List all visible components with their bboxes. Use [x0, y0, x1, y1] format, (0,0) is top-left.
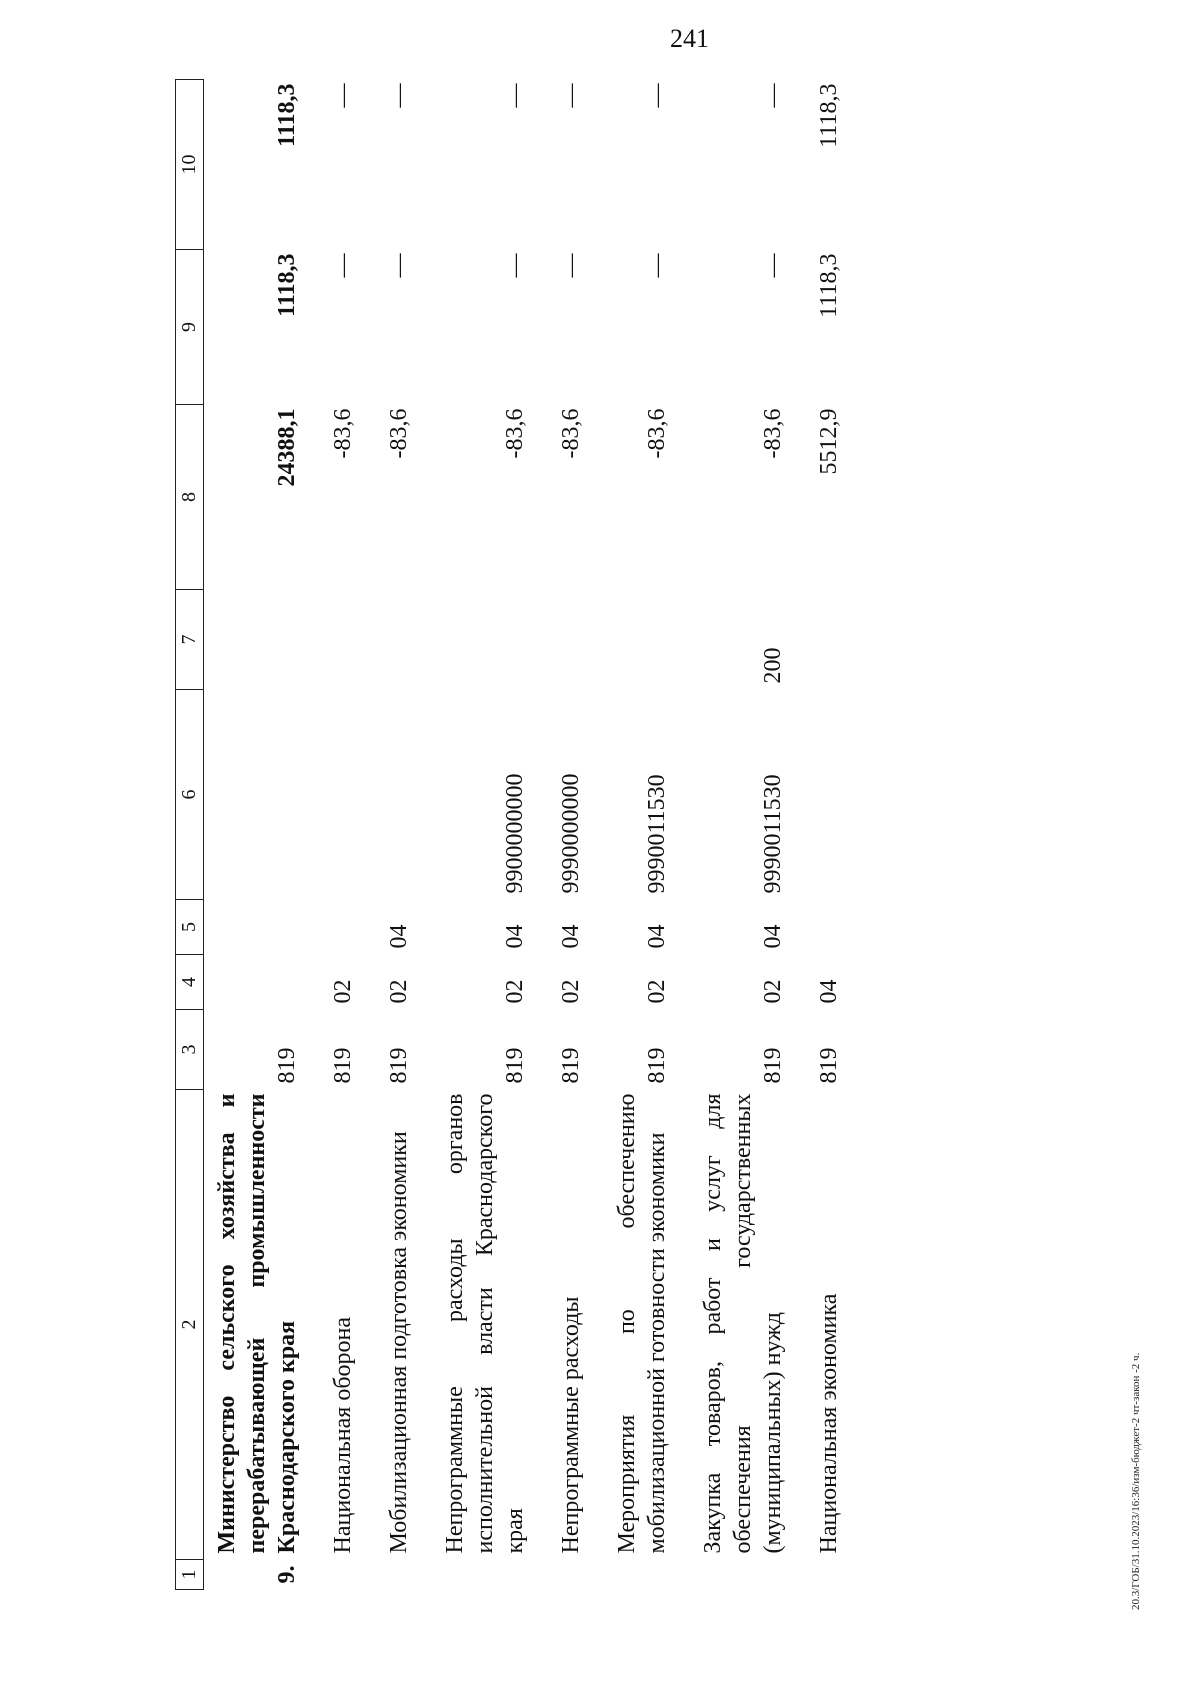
amount-change: -83,6	[760, 408, 786, 459]
table-row	[796, 80, 852, 1590]
amount-change: 24388,1	[274, 408, 300, 487]
column-number: 10	[176, 80, 204, 250]
column-number: 8	[176, 405, 204, 590]
row-name: Мероприятия по обеспечению мобилизационной готовности экономики	[614, 1093, 670, 1554]
row-number	[796, 1560, 852, 1590]
target-article-code: 9990011530	[644, 774, 670, 894]
table-row	[538, 80, 594, 1590]
footer-document-code: 20.3/ГОБ/31.10.2023/16:36/изм-бюджет-2 чт-закон -2 ч.	[1130, 1352, 1142, 1610]
amount-year-3: 1118,3	[274, 83, 300, 147]
rotated-table-container	[175, 80, 1185, 1590]
ministry-code: 819	[558, 1047, 584, 1084]
subsection-code: 04	[644, 924, 670, 949]
expense-type-code	[204, 590, 311, 690]
ministry-code: 819	[502, 1047, 528, 1084]
amount-year-2: —	[330, 253, 356, 278]
target-article-code: 9990011530	[760, 774, 786, 894]
subsection-code	[310, 900, 366, 955]
section-code: 02	[330, 979, 356, 1004]
target-article-code	[796, 690, 852, 900]
ministry-code: 819	[760, 1047, 786, 1084]
target-article-code	[310, 690, 366, 900]
ministry-code: 819	[330, 1047, 356, 1084]
column-number: 1	[176, 1560, 204, 1590]
column-number: 7	[176, 590, 204, 690]
amount-year-2: —	[644, 253, 670, 278]
amount-change: -83,6	[502, 408, 528, 459]
row-number	[680, 1560, 796, 1590]
row-name: Непрограммные расходы органов исполнительной власти Краснодарского края	[442, 1093, 528, 1554]
amount-year-3: —	[558, 83, 584, 108]
amount-change: 5512,9	[816, 408, 842, 475]
section-code: 02	[386, 979, 412, 1004]
target-article-code: 9990000000	[558, 773, 584, 894]
section-code: 02	[644, 979, 670, 1004]
expense-type-code	[310, 590, 366, 690]
column-number: 6	[176, 690, 204, 900]
amount-year-3: —	[760, 83, 786, 108]
section-code	[204, 955, 311, 1010]
expense-type-code	[594, 590, 680, 690]
amount-year-3: —	[386, 83, 412, 108]
target-article-code	[204, 690, 311, 900]
section-code: 04	[816, 979, 842, 1004]
amount-year-2: —	[386, 253, 412, 278]
ministry-code: 819	[386, 1047, 412, 1084]
row-name: Национальная экономика	[816, 1293, 842, 1554]
subsection-code	[796, 900, 852, 955]
amount-change: -83,6	[558, 408, 584, 459]
table-row	[310, 80, 366, 1590]
section-code: 02	[502, 979, 528, 1004]
amount-year-3: —	[644, 83, 670, 108]
table-body	[204, 80, 853, 1590]
row-number	[594, 1560, 680, 1590]
target-article-code: 9900000000	[502, 773, 528, 894]
row-number	[538, 1560, 594, 1590]
column-number: 3	[176, 1010, 204, 1090]
amount-year-3: —	[330, 83, 356, 108]
amount-year-3: —	[502, 83, 528, 108]
row-number	[310, 1560, 366, 1590]
target-article-code	[366, 690, 422, 900]
column-number: 2	[176, 1090, 204, 1560]
row-number: 9.	[274, 1565, 300, 1584]
table-row	[422, 80, 538, 1590]
amount-year-2: —	[502, 253, 528, 278]
row-number	[422, 1560, 538, 1590]
column-number: 9	[176, 250, 204, 405]
table-row	[680, 80, 796, 1590]
expense-type-code	[366, 590, 422, 690]
amount-change: -83,6	[386, 408, 412, 459]
expense-type-code	[538, 590, 594, 690]
table-row	[594, 80, 680, 1590]
row-name: Непрограммные расходы	[558, 1296, 584, 1554]
page-number: 241	[670, 24, 709, 53]
subsection-code: 04	[386, 924, 412, 949]
amount-year-2: —	[760, 253, 786, 278]
table-row	[366, 80, 422, 1590]
expense-type-code	[796, 590, 852, 690]
column-number: 5	[176, 900, 204, 955]
amount-change: -83,6	[644, 408, 670, 459]
budget-table	[175, 79, 852, 1590]
amount-year-2: —	[558, 253, 584, 278]
subsection-code: 04	[558, 924, 584, 949]
ministry-code: 819	[644, 1047, 670, 1084]
ministry-code: 819	[274, 1047, 300, 1084]
section-code: 02	[558, 979, 584, 1004]
expense-type-code: 200	[760, 647, 786, 684]
section-code: 02	[760, 979, 786, 1004]
subsection-code	[204, 900, 311, 955]
column-number-header	[176, 80, 204, 1590]
subsection-code: 04	[502, 924, 528, 949]
row-name: Закупка товаров, работ и услуг для обеспечения государственных (муниципальных) нужд	[700, 1093, 786, 1554]
subsection-code: 04	[760, 924, 786, 949]
row-name: Национальная оборона	[330, 1316, 356, 1554]
table-row	[204, 80, 311, 1590]
amount-year-2: 1118,3	[816, 253, 842, 318]
amount-year-2: 1118,3	[274, 253, 300, 317]
row-name: Министерство сельского хозяйства и перерабатывающей промышленности Краснодарского края	[214, 1093, 300, 1554]
ministry-code: 819	[816, 1047, 842, 1084]
row-number	[366, 1560, 422, 1590]
amount-change: -83,6	[330, 408, 356, 459]
expense-type-code	[422, 590, 538, 690]
column-number: 4	[176, 955, 204, 1010]
row-name: Мобилизационная подготовка экономики	[386, 1131, 412, 1554]
amount-year-3: 1118,3	[816, 83, 842, 148]
